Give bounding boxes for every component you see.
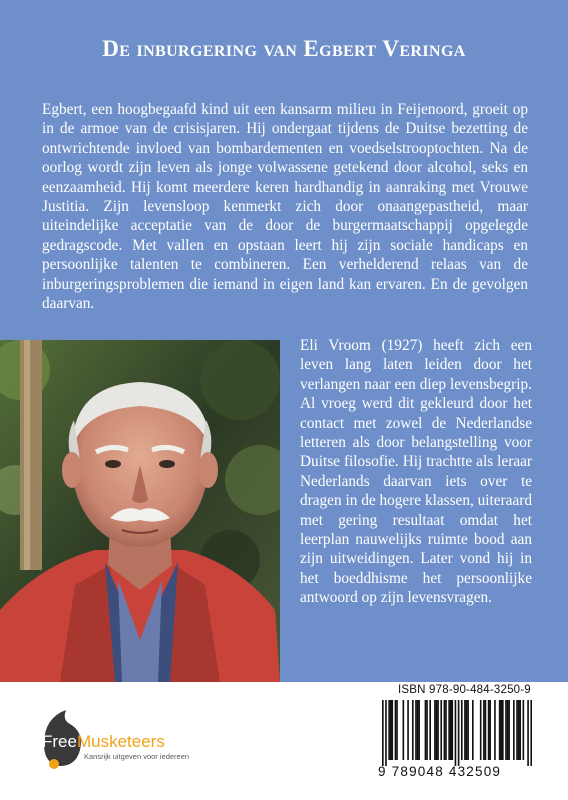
barcode-bar: [391, 700, 393, 760]
barcode-bar: [450, 700, 452, 760]
barcode-bar: [519, 700, 521, 760]
barcode-bar: [407, 700, 409, 760]
barcode-bar: [467, 700, 469, 760]
barcode-bar: [472, 700, 474, 760]
barcode-bar: [485, 700, 487, 760]
barcode-bar: [523, 700, 525, 760]
barcode-bar: [382, 700, 384, 766]
barcode-bar: [429, 700, 431, 760]
barcode-bar: [505, 700, 507, 760]
publisher-name-free: Free: [42, 732, 77, 751]
publisher-name-musketeers: Musketeers: [76, 732, 165, 751]
barcode-bar: [502, 700, 504, 760]
barcode-bar: [437, 700, 439, 760]
barcode-bar: [388, 700, 390, 760]
barcode-bar: [396, 700, 398, 760]
barcode-bar: [434, 700, 436, 760]
publisher-tagline: Kansrijk uitgeven voor iedereen: [84, 752, 190, 761]
barcode-bar: [395, 700, 397, 760]
isbn-label: ISBN 978-90-484-3250-9: [398, 684, 531, 696]
barcode-bar: [425, 700, 427, 760]
barcode-bar: [518, 700, 520, 760]
barcode-bar: [464, 700, 466, 760]
barcode-bar: [440, 700, 442, 760]
barcode-bar: [417, 700, 419, 760]
publisher-name: [42, 732, 165, 752]
book-title: De inburgering van Egbert Veringa: [102, 36, 466, 61]
barcode-bar: [527, 700, 529, 766]
barcode-bar: [461, 700, 463, 760]
barcode-bar: [488, 700, 490, 760]
barcode-bar: [444, 700, 446, 760]
barcode-bar: [448, 700, 450, 760]
barcode-bar: [426, 700, 428, 760]
barcode-bar: [403, 700, 405, 760]
barcode-bar: [466, 700, 468, 760]
barcode-bar: [483, 700, 485, 760]
barcode-bar: [436, 700, 438, 760]
barcode-bar: [412, 700, 414, 760]
barcode-bar: [415, 700, 417, 760]
barcode-bar: [516, 700, 518, 760]
barcode-bar: [480, 700, 482, 760]
barcode-bar: [458, 700, 460, 766]
barcode-bar: [499, 700, 501, 760]
barcode-bar: [494, 700, 496, 760]
barcode: [382, 700, 532, 766]
book-blurb: Egbert, een hoogbegaafd kind uit een kansarm milieu in Feijenoord, groeit op in de armoe van de crisisjaren. Hij ondergaat tijdens de Duitse bezetting de ontwrichtende invloed van bombardementen en voedselstrooptochten. Na de oorlog wordt zijn leven als jonge volwassene getekend door alcohol, seks en eenzaamheid. Hij komt meerdere keren hardhandig in aanraking met Vrouwe Justitia. Zijn levensloop kenmerkt zich door onaangepastheid, maar uiteindelijke acceptatie van de door de burgermaatschappij opgelegde gedragscode. Met vallen en opstaan leert hij zijn sociale handicaps en persoonlijke talenten te combineren. Een verhelderend relaas van de inburgeringsproblemen die iemand in eigen land kan ervaren. En de gevolgen daarvan.: [42, 101, 528, 313]
barcode-bar: [507, 700, 509, 760]
barcode-bar: [508, 700, 510, 760]
barcode-bar: [445, 700, 447, 760]
author-bio: Eli Vroom (1927) heeft zich een leven lang laten leiden door het verlangen naar een diep levensbegrip. Al vroeg werd dit gekleurd door het contact met zowel de Nederlandse letteren als door belangstelling voor Duitse filosofie. Hij trachtte als leraar Nederlands daarvan iets over te dragen in de hogere klassen, uiteraard met gering resultaat omdat het leerplan nauwelijks ruimte bood aan zijn uitweidingen. Later vond hij in het boeddhisme het persoonlijke antwoord op zijn levensvragen.: [300, 337, 532, 607]
barcode-bar: [418, 700, 420, 760]
barcode-bar: [489, 700, 491, 760]
barcode-bar: [513, 700, 515, 760]
barcode-bar: [390, 700, 392, 760]
barcode-bar: [451, 700, 453, 760]
barcode-bar: [530, 700, 532, 766]
isbn-digits: 9 789048 432509: [378, 764, 502, 779]
barcode-bar: [455, 700, 457, 766]
author-photo: [0, 340, 280, 682]
barcode-bar: [385, 700, 387, 766]
barcode-bar: [500, 700, 502, 760]
